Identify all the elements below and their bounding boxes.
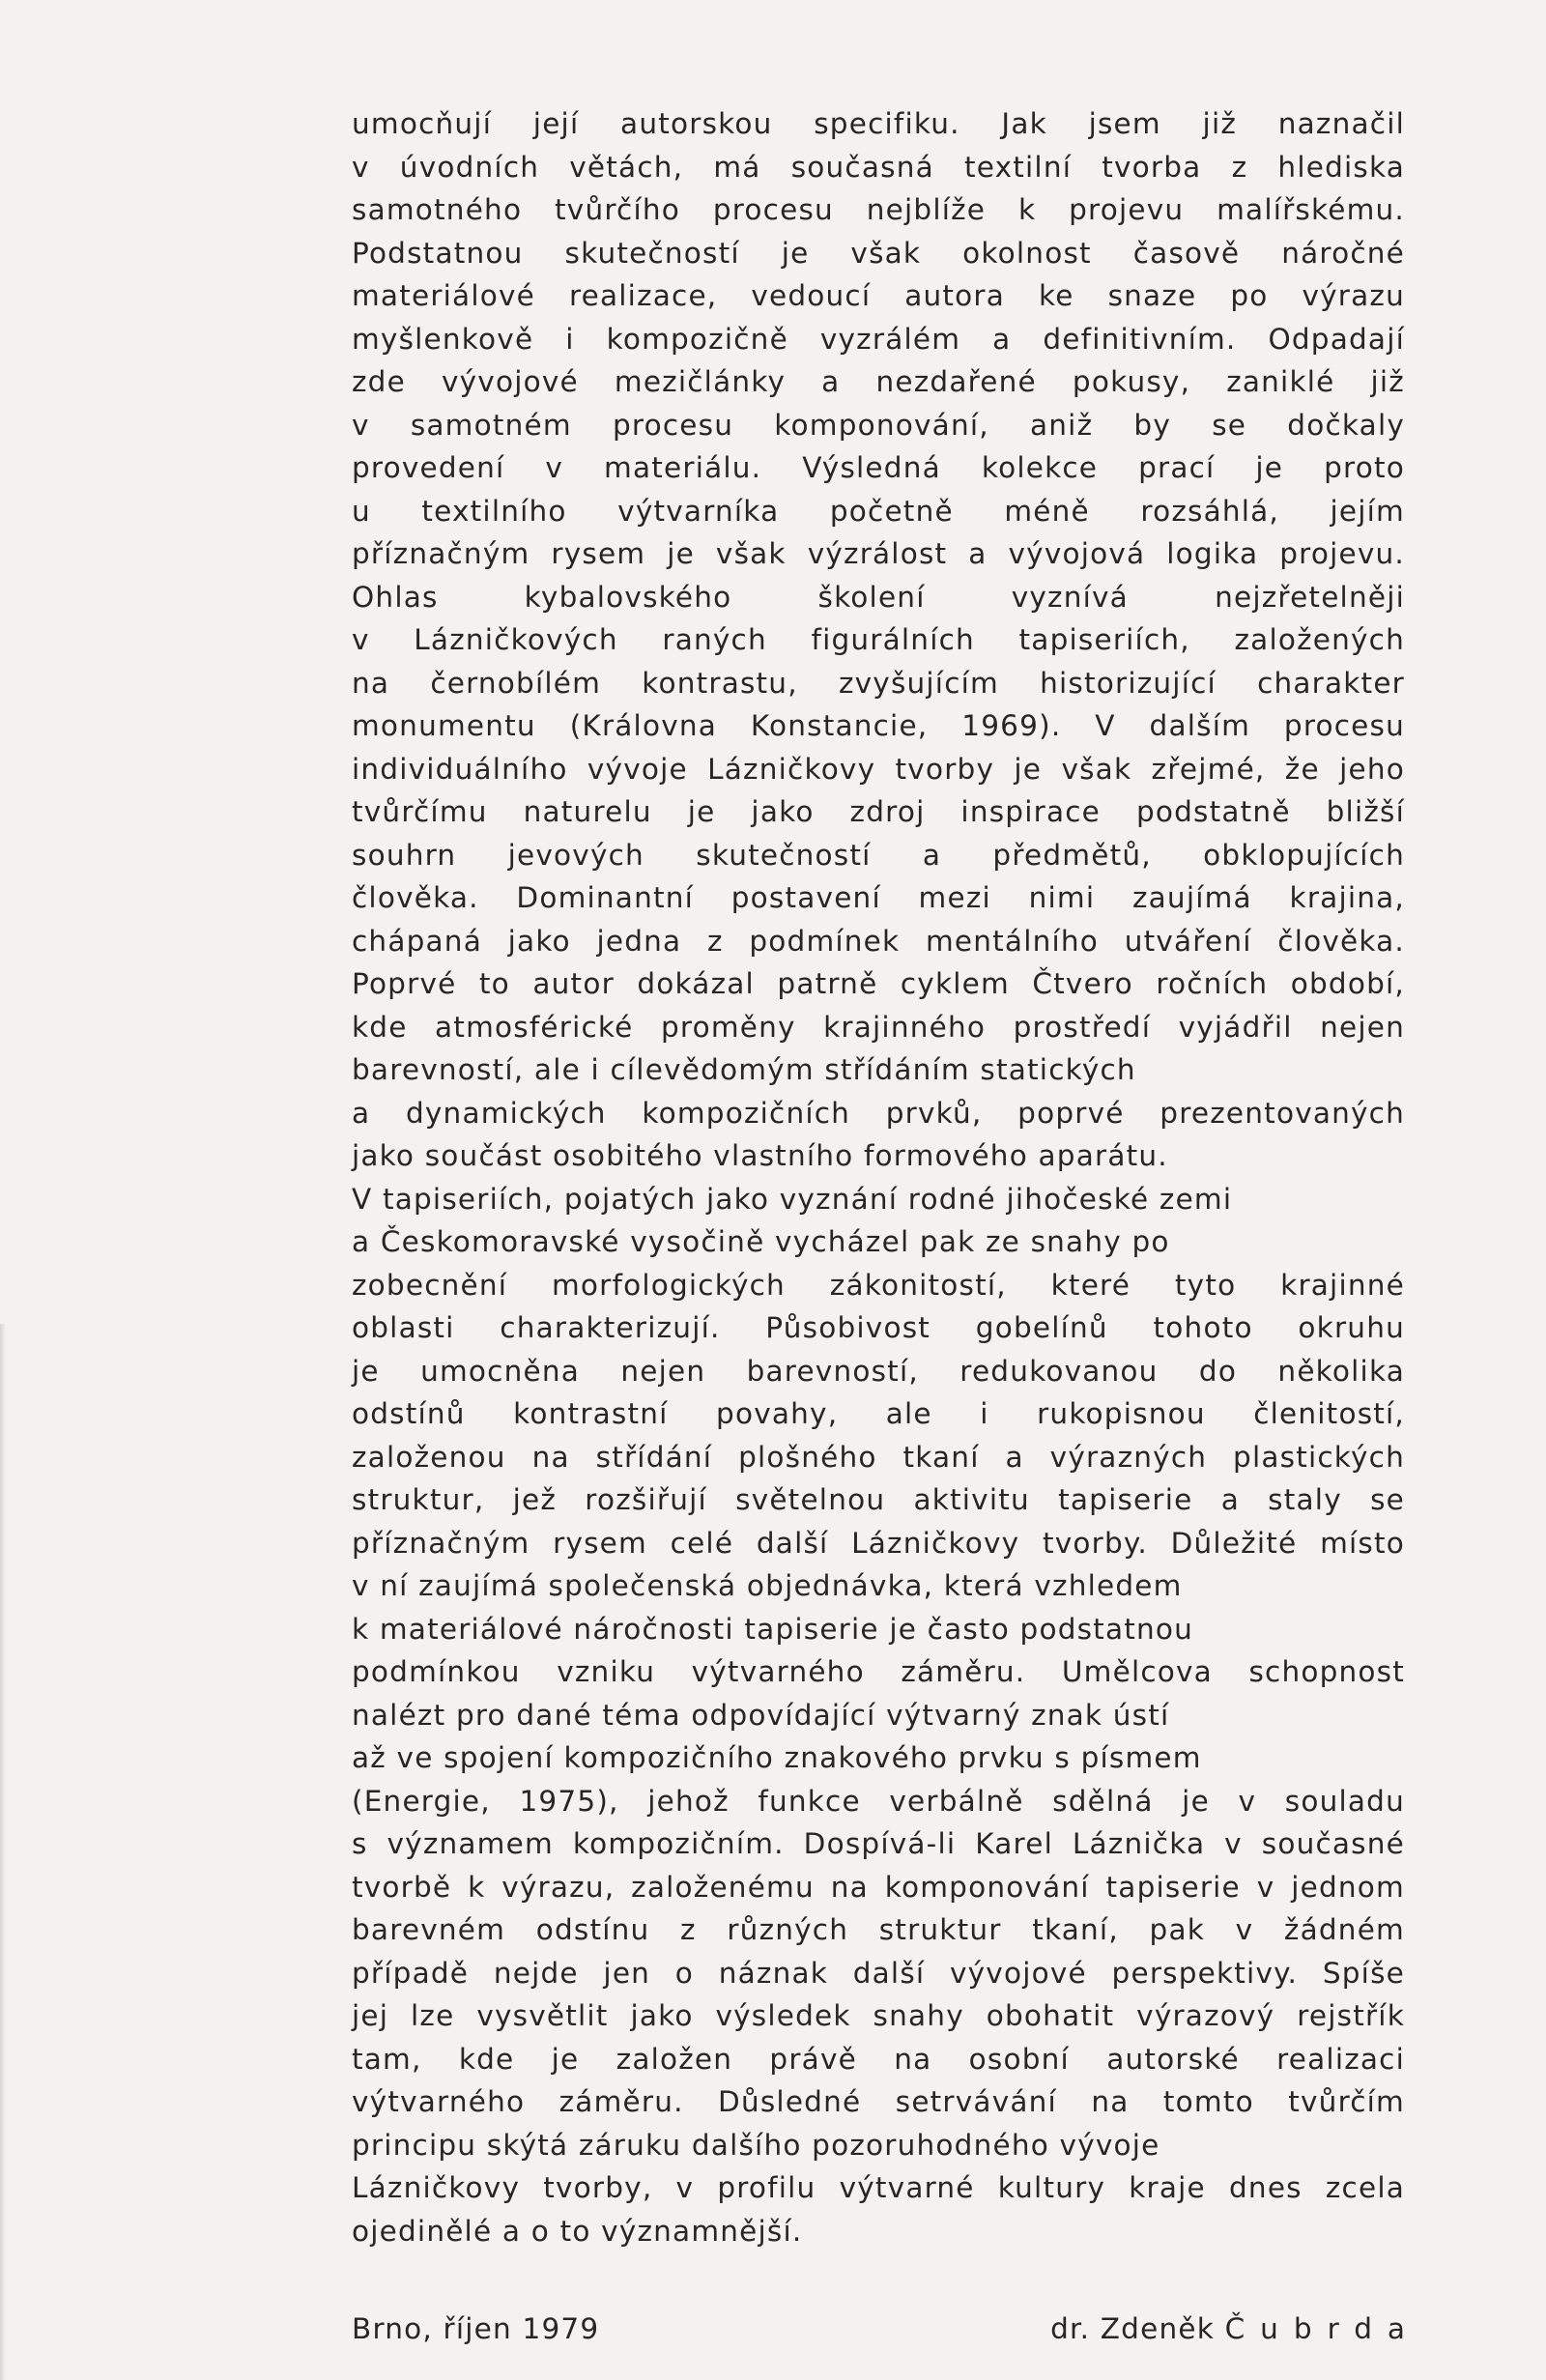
author-signature — [1050, 2308, 1420, 2350]
text-line: s významem kompozičním. Dospívá-li Karel Láznička v současné — [352, 1827, 1405, 1860]
text-line: tvorbě k výrazu, založenému na komponování tapiserie v jednom — [352, 1870, 1405, 1904]
text-line: jej lze vysvětlit jako výsledek snahy obohatit výrazový rejstřík — [352, 1999, 1405, 2032]
text-line: samotného tvůrčího procesu nejblíže k projevu malířskému. — [352, 193, 1405, 226]
text-line: struktur, jež rozšiřují světelnou aktivitu tapiserie a staly se — [352, 1483, 1405, 1516]
signature-footer — [352, 2308, 1420, 2350]
text-line: u textilního výtvarníka početně méně rozsáhlá, jejím — [352, 494, 1405, 528]
text-line: principu skýtá záruku dalšího pozoruhodného vývoje — [352, 2128, 1160, 2162]
text-line: provedení v materiálu. Výsledná kolekce prací je proto — [352, 451, 1405, 484]
text-line: Lázničkovy tvorby, v profilu výtvarné kultury kraje dnes zcela — [352, 2171, 1405, 2204]
text-line: monumentu (Královna Konstancie, 1969). V dalším procesu — [352, 709, 1405, 742]
text-line: V tapiseriích, pojatých jako vyznání rodné jihočeské zemi — [352, 1182, 1233, 1216]
text-line: tvůrčímu naturelu je jako zdroj inspirace podstatně bližší — [352, 795, 1405, 828]
text-line: zde vývojové mezičlánky a nezdařené pokusy, zaniklé již — [352, 365, 1405, 398]
text-line: a dynamických kompozičních prvků, poprvé prezentovaných — [352, 1096, 1405, 1130]
text-line: zobecnění morfologických zákonitostí, které tyto krajinné — [352, 1268, 1405, 1302]
text-line: kde atmosférické proměny krajinného prostředí vyjádřil nejen — [352, 1010, 1405, 1044]
text-line: založenou na střídání plošného tkaní a výrazných plastických — [352, 1440, 1405, 1474]
text-line: k materiálové náročnosti tapiserie je často podstatnou — [352, 1612, 1194, 1646]
text-line: výtvarného záměru. Důsledné setrvávání na tomto tvůrčím — [352, 2085, 1405, 2118]
text-line: Podstatnou skutečností je však okolnost časově náročné — [352, 236, 1405, 270]
text-line: ojedinělé a o to významnější. — [352, 2214, 803, 2248]
text-line: materiálové realizace, vedoucí autora ke snaze po výrazu — [352, 279, 1405, 312]
text-line: barevném odstínu z různých struktur tkaní, pak v žádném — [352, 1913, 1405, 1946]
text-line: člověka. Dominantní postavení mezi nimi zaujímá krajina, — [352, 881, 1405, 914]
author-surname: Čubrda — [1224, 2312, 1420, 2345]
text-line: chápaná jako jedna z podmínek mentálního utváření člověka. — [352, 924, 1405, 958]
text-line: odstínů kontrastní povahy, ale i rukopisnou členitostí, — [352, 1397, 1405, 1430]
text-line: v úvodních větách, má současná textilní tvorba z hlediska — [352, 150, 1405, 184]
text-line: a Českomoravské vysočině vycházel pak ze snahy po — [352, 1225, 1170, 1258]
text-line: umocňují její autorskou specifiku. Jak jsem již naznačil — [352, 107, 1405, 140]
text-line: příznačným rysem celé další Lázničkovy tvorby. Důležité místo — [352, 1526, 1405, 1560]
text-line: Poprvé to autor dokázal patrně cyklem Čtvero ročních období, — [352, 967, 1405, 1000]
author-prefix: dr. Zdeněk — [1050, 2312, 1225, 2345]
text-line: Ohlas kybalovského školení vyznívá nejzřetelněji — [352, 580, 1405, 614]
body-text — [352, 102, 1405, 2252]
text-line: tam, kde je založen právě na osobní autorské realizaci — [352, 2042, 1405, 2076]
text-line: podmínkou vzniku výtvarného záměru. Umělcova schopnost — [352, 1655, 1405, 1688]
text-line: je umocněna nejen barevností, redukovanou do několika — [352, 1354, 1405, 1388]
text-line: oblasti charakterizují. Působivost gobelínů tohoto okruhu — [352, 1311, 1405, 1344]
text-line: jako součást osobitého vlastního formového aparátu. — [352, 1139, 1168, 1172]
text-line: v ní zaujímá společenská objednávka, která vzhledem — [352, 1569, 1183, 1602]
text-line: barevností, ale i cílevědomým střídáním statických — [352, 1053, 1136, 1086]
text-line: individuálního vývoje Lázničkovy tvorby je však zřejmé, že jeho — [352, 752, 1405, 786]
text-line: v Lázničkových raných figurálních tapiseriích, založených — [352, 623, 1405, 656]
text-line: případě nejde jen o náznak další vývojové perspektivy. Spíše — [352, 1956, 1405, 1990]
text-line: na černobílém kontrastu, zvyšujícím historizující charakter — [352, 666, 1405, 700]
text-line: až ve spojení kompozičního znakového prvku s písmem — [352, 1741, 1202, 1774]
text-line: (Energie, 1975), jehož funkce verbálně sdělná je v souladu — [352, 1784, 1405, 1818]
place-date: Brno, říjen 1979 — [352, 2312, 600, 2345]
text-line: nalézt pro dané téma odpovídající výtvarný znak ústí — [352, 1698, 1170, 1732]
text-line: myšlenkově i kompozičně vyzrálém a definitivním. Odpadají — [352, 322, 1405, 356]
text-line: souhrn jevových skutečností a předmětů, obklopujících — [352, 838, 1405, 872]
page-edge-shadow — [0, 1324, 6, 2380]
text-line: v samotném procesu komponování, aniž by se dočkaly — [352, 408, 1405, 442]
text-line: příznačným rysem je však výzrálost a vývojová logika projevu. — [352, 537, 1405, 570]
